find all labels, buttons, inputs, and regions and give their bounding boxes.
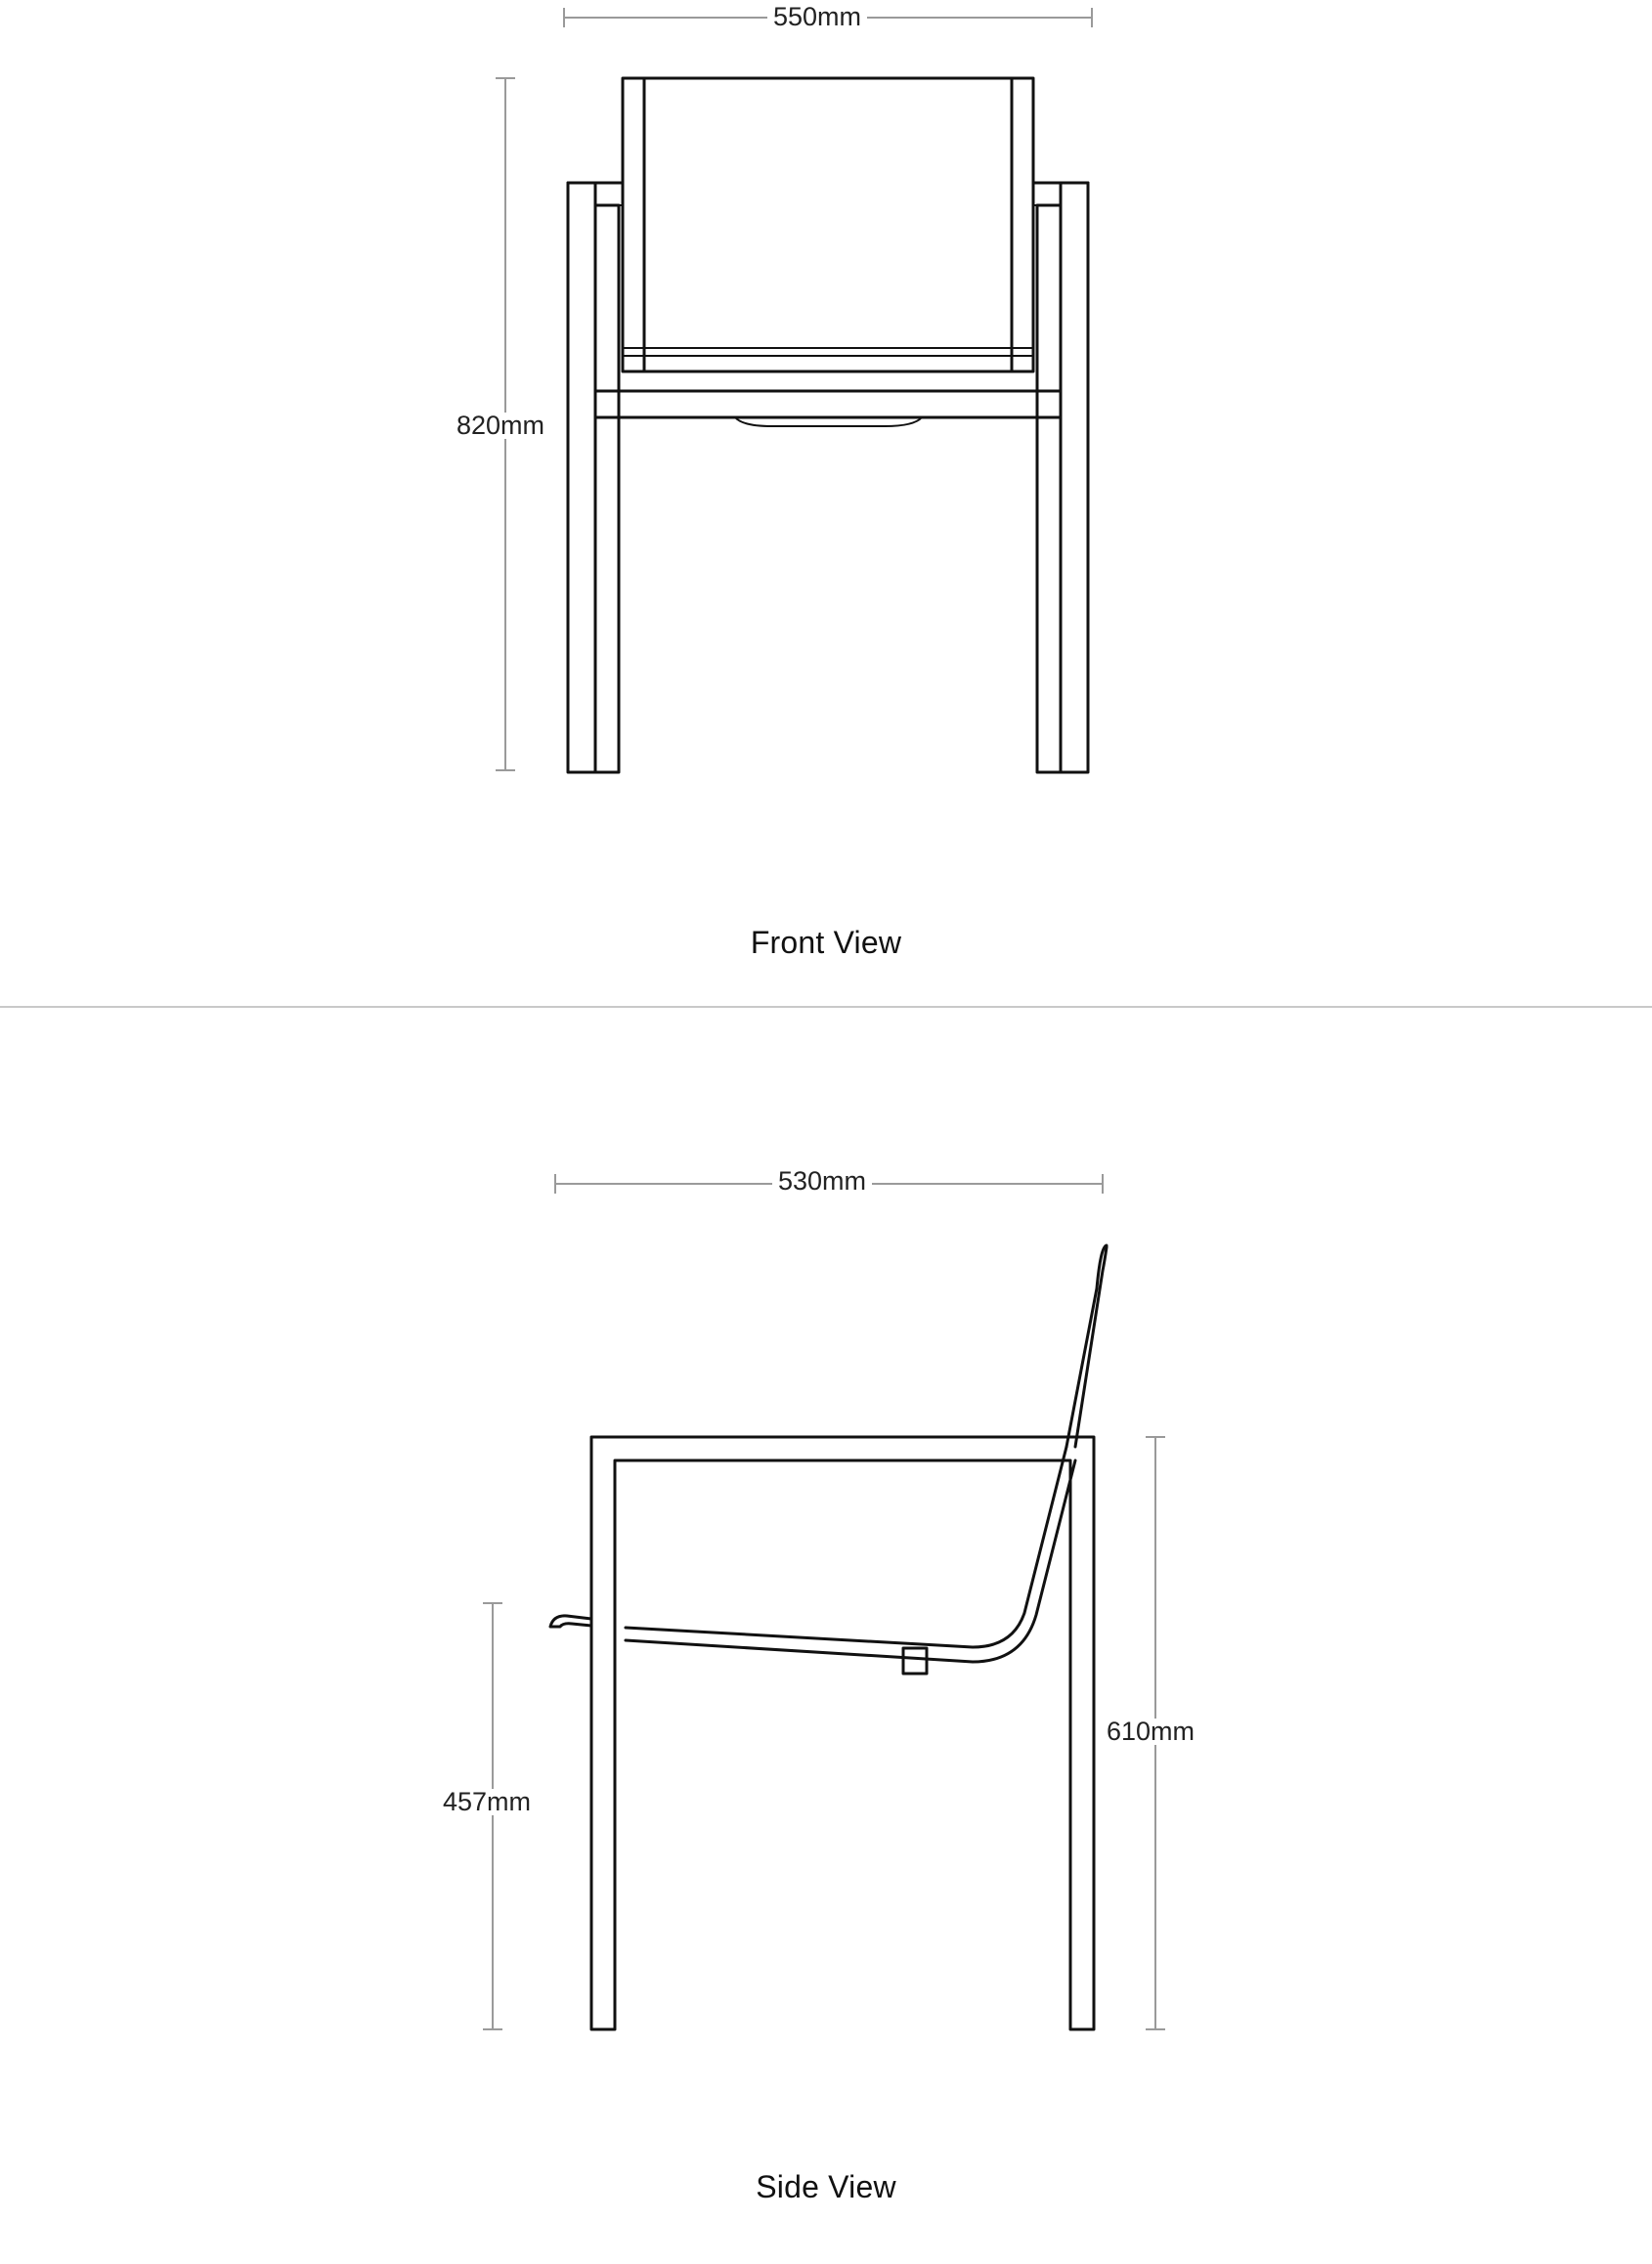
side-depth-label: 530mm — [772, 1168, 872, 1195]
side-view-panel — [0, 1009, 1652, 2264]
side-arm-height-label: 610mm — [1101, 1719, 1200, 1745]
left-inner-leg — [595, 205, 619, 772]
seat-shell-outer — [626, 1447, 1066, 1647]
front-view-drawing — [0, 0, 1652, 1007]
side-frame — [591, 1437, 1094, 2029]
right-inner-leg — [1037, 205, 1061, 772]
stacking-bumper — [903, 1648, 927, 1674]
left-outer-leg — [568, 183, 595, 772]
backrest-frame — [623, 78, 1033, 371]
backrest-top — [1066, 1245, 1107, 1447]
chair-front-outline — [568, 78, 1088, 772]
side-seat-height-label: 457mm — [437, 1789, 537, 1815]
front-width-label: 550mm — [767, 4, 867, 30]
right-outer-leg — [1061, 183, 1088, 772]
side-seat-height-dimension — [483, 1603, 502, 2029]
seat-front-lip — [550, 1616, 591, 1627]
side-view-caption: Side View — [756, 2169, 896, 2204]
side-view-drawing — [0, 1009, 1652, 2264]
chair-side-outline — [550, 1245, 1107, 2029]
front-height-label: 820mm — [451, 413, 550, 439]
section-divider — [0, 1006, 1652, 1008]
front-view-panel — [0, 0, 1652, 1007]
front-view-caption: Front View — [750, 925, 902, 960]
